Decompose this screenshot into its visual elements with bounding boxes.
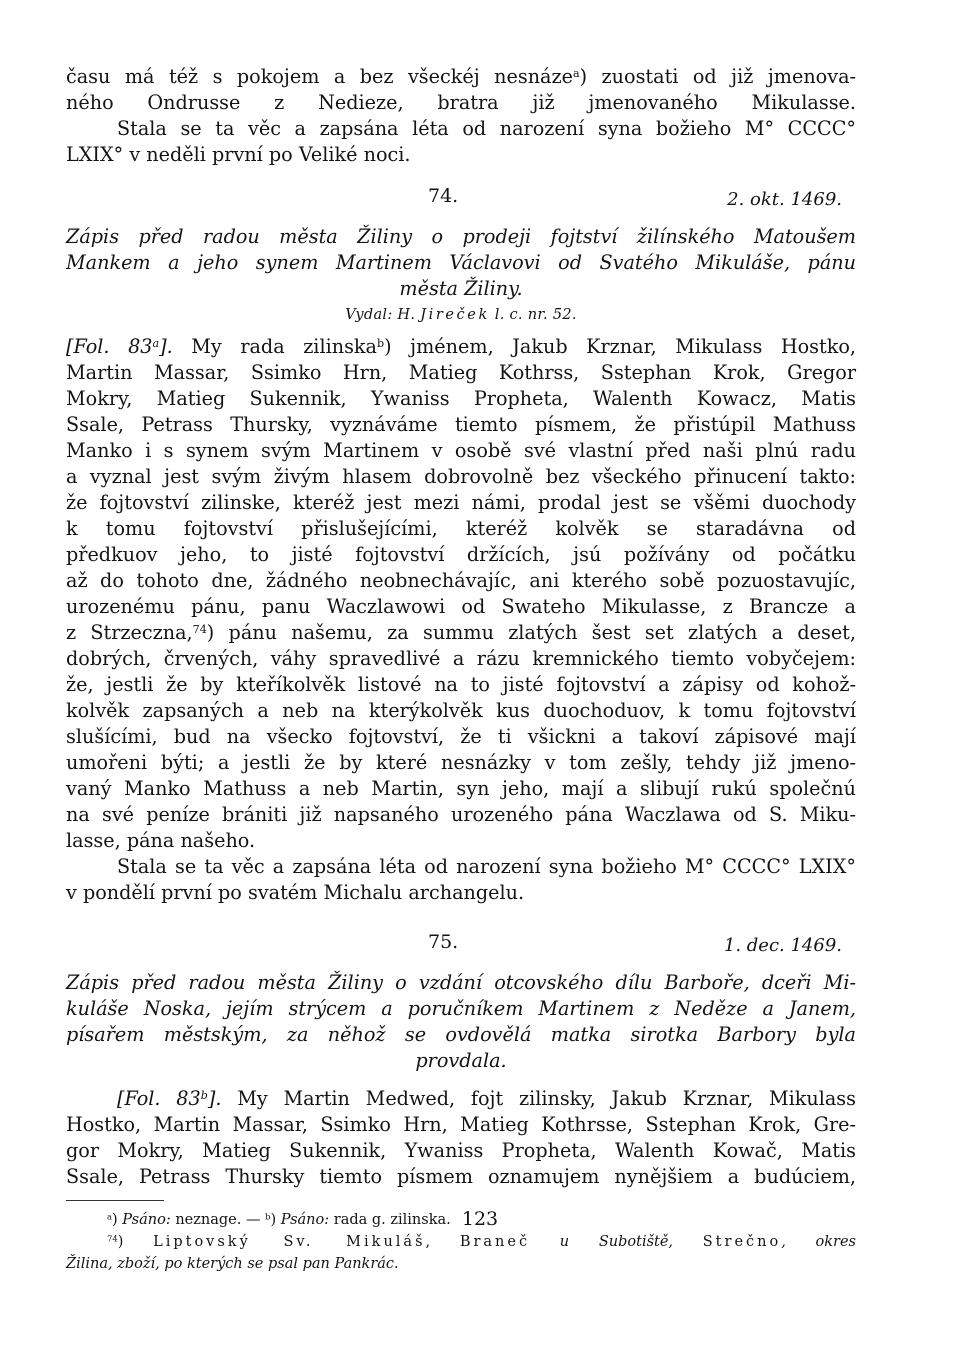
regest-75 [66, 970, 856, 1074]
text-line: v pondělí první po svatém Michalu archangelu. [66, 881, 525, 904]
folio-reference: [Fol. 83$^b$]. [117, 1087, 222, 1110]
regest-line: Zápis před radou města Žiliny o vzdání otcovského dílu Barboře, dceři Mi- [66, 971, 856, 994]
footnote-mark: a [572, 66, 580, 80]
intro-paragraph [66, 64, 856, 168]
text-line: gor Mokry, Matieg Sukennik, Ywaniss Propheta, Walenth Kowač, Matis [66, 1139, 856, 1162]
document-page [66, 64, 856, 1275]
footnote-line: $^a$) Psáno: neznage. — $^b$) Psáno: rada g. zilinska. [107, 1211, 451, 1228]
text-line: z Strzeczna,$^{74}$) pánu našemu, za summu zlatých šest set zlatých a deset, [66, 621, 856, 644]
text-line: na své peníze brániti již napsaného urozeného pána Waczlawa od S. Miku- [66, 803, 856, 826]
text-line: že, jestli že by kteříkolvěk listové na to jisté fojtovství a zápisy od kohož- [66, 673, 856, 696]
text-line: kolvěk zapsaných a neb na kterýkolvěk kus duochoduov, k tomu fojtovství [66, 699, 856, 722]
text-line: předkuov jeho, to jisté fojtovství držících, jsú požívány od počátku [66, 543, 856, 566]
text-line: k tomu fojtovství přislušejícími, kteréž kolvěk se staradávna od [66, 517, 856, 540]
document-heading-74 [66, 182, 856, 210]
text-line: [Fol. 83$^b$]. My Martin Medwed, fojt zilinsky, Jakub Krznar, Mikulass [117, 1087, 856, 1110]
text-line: slušícími, bud na všecko fojtovství, že ti všickni a takoví zápisové mají [66, 725, 856, 748]
text-line: vaný Manko Mathuss a neb Martin, syn jeho, mají a slibují rukú společnú [66, 777, 856, 800]
document-heading-75 [66, 928, 856, 956]
text-line: lasse, pána našeho. [66, 829, 256, 852]
footnote-mark: 74 [192, 622, 207, 636]
body-75 [66, 1086, 856, 1190]
regest-line: Mankem a jeho synem Martinem Václavovi od Svatého Mikuláše, pánu [66, 251, 856, 274]
text-line: LXIX° v neděli první po Veliké noci. [66, 143, 411, 166]
text-line: Stala se ta věc a zapsána léta od narození syna božieho M° CCCC° LXIX° [117, 855, 856, 878]
regest-line: kuláše Noska, jejím strýcem a poručníkem Martinem z Neděze a Janem, [66, 997, 856, 1020]
document-date: 1. dec. 1469. [723, 935, 842, 956]
text-line: že fojtovství zilinske, kteréž jest mezi námi, prodal jest se všěmi duochody [66, 491, 856, 514]
document-number: 75. [428, 931, 459, 953]
body-74 [66, 334, 856, 906]
regest-line: písařem městským, za něhož se ovdovělá matka sirotka Barbory byla [66, 1023, 856, 1046]
text-line: ného Ondrusse z Nedieze, bratra již jmenovaného Mikulasse. [66, 91, 856, 114]
text-line: urozenému pánu, panu Waczlawowi od Swateho Mikulasse, z Brancze a [66, 595, 856, 618]
document-date: 2. okt. 1469. [727, 189, 842, 210]
document-number: 74. [428, 185, 459, 207]
footnote-line: $^{74}$) Liptovský Sv. Mikuláš, Braneč u Subotiště, Strečno, okres [107, 1233, 856, 1250]
text-line: Ssale, Petrass Thursky, vyznáváme tiemto písmem, že přistúpil Mathuss [66, 413, 856, 436]
text-line: až do tohoto dne, žádného neobnechávajíc, ani kterého sobě pozuostavujíc, [66, 569, 856, 592]
regest-line: města Žiliny. [399, 277, 523, 300]
footnote-line: Žilina, zboží, po kterých se psal pan Pankrác. [66, 1256, 399, 1272]
text-line: Hostko, Martin Massar, Ssimko Hrn, Matieg Kothrsse, Sstephan Krok, Gre- [66, 1113, 856, 1136]
text-line: Stala se ta věc a zapsána léta od narození syna božieho M° CCCC° [117, 117, 856, 140]
text-line: Martin Massar, Ssimko Hrn, Matieg Kothrss, Sstephan Krok, Gregor [66, 361, 856, 384]
regest-line: Zápis před radou města Žiliny o prodeji fojtství žilínského Matoušem [66, 225, 856, 248]
page-number: 123 [461, 1208, 499, 1230]
editor-note: Vydal: H. Jireček l. c. nr. 52. [345, 307, 577, 323]
regest-74 [66, 224, 856, 302]
text-line: času má též s pokojem a bez všeckéj nesnáze$^a$) zuostati od již jmenova- [66, 65, 856, 88]
text-line: Ssale, Petrass Thursky tiemto písmem oznamujem nynějšiem a budúciem, [66, 1165, 856, 1188]
text-line: dobrých, črvených, váhy spravedlivé a rázu kremnického tiemto vobyčejem: [66, 647, 856, 670]
text-line: umořeni býti; a jestli že by které nesnázky v tom zešly, tehdy již jmeno- [66, 751, 856, 774]
text-line: [Fol. 83$^a$]. My rada zilinska$^b$) jménem, Jakub Krznar, Mikulass Hostko, [66, 335, 856, 358]
text-line: Manko i s synem svým Martinem v osobě své vlastní před naši plnú radu [66, 439, 856, 462]
folio-reference: [Fol. 83$^a$]. [66, 335, 173, 358]
footnote-mark: b [377, 336, 385, 350]
footnote-divider [66, 1200, 164, 1201]
text-line: Mokry, Matieg Sukennik, Ywaniss Propheta, Walenth Kowacz, Matis [66, 387, 856, 410]
text-line: a vyznal jest svým živým hlasem dobrovolně bez všeckého přinucení takto: [66, 465, 856, 488]
regest-line: provdala. [415, 1049, 507, 1072]
